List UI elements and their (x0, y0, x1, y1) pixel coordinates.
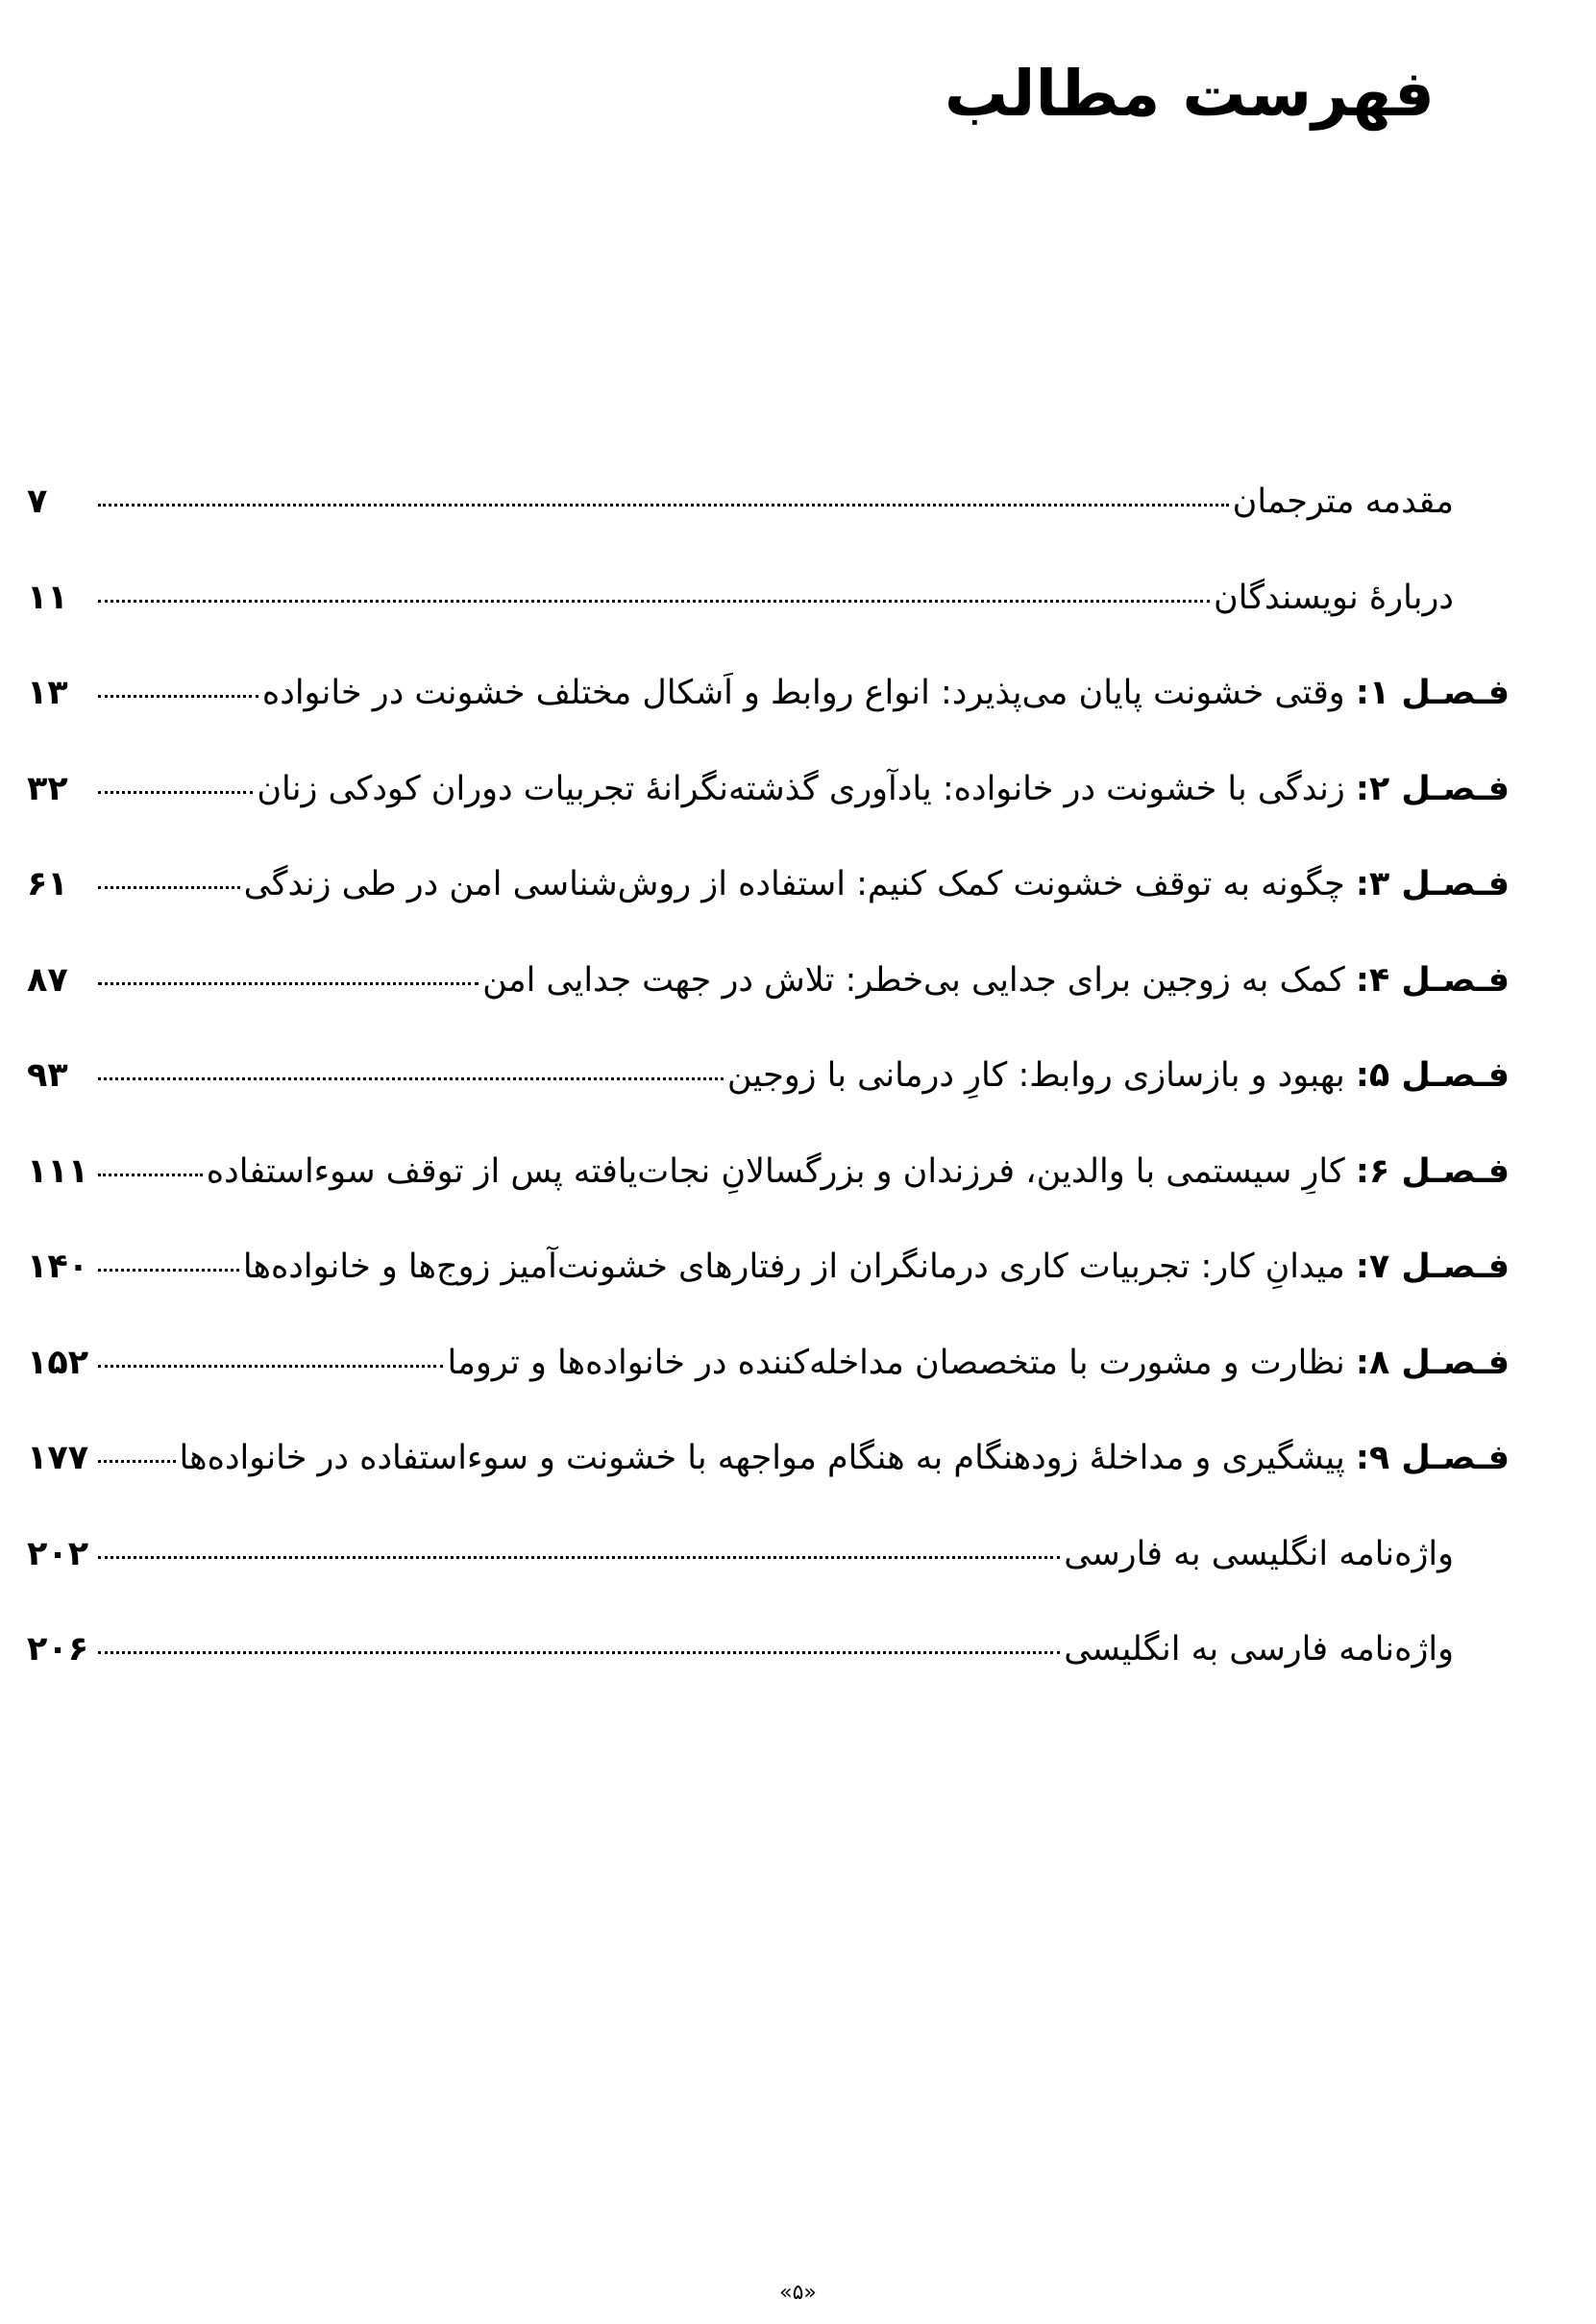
toc-entry-text (1064, 1533, 1454, 1577)
toc-page-number: ۲۰۶ (27, 1630, 89, 1669)
toc-entry[interactable] (27, 863, 1510, 959)
toc-page-number: ۱۱ (27, 578, 68, 617)
page-number: «۵» (779, 2281, 817, 2305)
toc-chapter-label: فـصـل ۸: (1355, 1343, 1510, 1382)
toc-page-number: ۸۷ (27, 960, 68, 1000)
toc-entry[interactable] (27, 672, 1510, 768)
dot-leader (98, 1269, 239, 1272)
toc-page-number: ۱۱۱ (27, 1151, 89, 1191)
toc-page-number: ۱۳ (27, 674, 68, 712)
dot-leader (98, 1077, 724, 1080)
dot-leader (98, 1174, 203, 1176)
toc-chapter-label: فـصـل ۲: (1355, 769, 1510, 808)
toc-chapter-label: فـصـل ۱: (1355, 674, 1510, 712)
toc-chapter-label: فـصـل ۴: (1355, 960, 1510, 1000)
toc-page-number: ۱۷۷ (27, 1439, 89, 1477)
toc-entry-title: میدانِ کار: تجربیات کاری درمانگران از رفتارهای خشونت‌آمیز زوج‌ها و خانواده‌ها (242, 1248, 1345, 1286)
toc-entry-title: نظارت و مشورت با متخصصان مداخله‌کننده در خانواده‌ها و تروما (447, 1343, 1345, 1382)
toc-entry[interactable] (27, 1054, 1510, 1150)
toc-entry-text (262, 672, 1510, 716)
toc-entry-text (727, 1054, 1510, 1099)
toc-page-number: ۹۳ (27, 1056, 68, 1095)
dot-leader (98, 504, 1229, 507)
toc-entry-title: زندگی با خشونت در خانواده: یادآوری گذشته‌نگرانۀ تجربیات دوران کودکی زنان (257, 769, 1345, 808)
toc-entry-title: مقدمه مترجمان (1232, 482, 1454, 521)
toc-entry[interactable] (27, 577, 1510, 673)
toc-entry-title: کمک به زوجین برای جدایی بی‌خطر: تلاش در جهت جدایی امن (482, 960, 1345, 1000)
toc-entry-text (207, 1150, 1510, 1195)
toc-entry-text (243, 1246, 1510, 1290)
dot-leader (98, 886, 240, 889)
toc-entry-title: واژه‌نامه فارسی به انگلیسی (1064, 1630, 1454, 1669)
toc-page-number: ۷ (27, 482, 48, 521)
dot-leader (98, 600, 1210, 603)
toc-entry[interactable] (27, 1533, 1510, 1629)
toc-entry-title: واژه‌نامه انگلیسی به فارسی (1064, 1534, 1454, 1573)
toc-entry-text (180, 1437, 1510, 1481)
toc-chapter-label: فـصـل ۳: (1355, 865, 1510, 903)
toc-page-number: ۳۲ (27, 769, 68, 808)
toc-page-number: ۶۱ (27, 865, 68, 903)
toc-entry-text (447, 1342, 1510, 1386)
toc-entry[interactable] (27, 959, 1510, 1055)
toc-chapter-label: فـصـل ۵: (1355, 1056, 1510, 1095)
dot-leader (98, 791, 253, 794)
table-of-contents (27, 481, 1510, 1724)
toc-page-number: ۱۵۲ (27, 1343, 89, 1382)
toc-entry-title: دربارۀ نویسندگان (1213, 578, 1454, 617)
toc-entry-text (257, 768, 1510, 812)
dot-leader (98, 1556, 1060, 1559)
page-title: فهرست مطالب (944, 57, 1435, 131)
toc-chapter-label: فـصـل ۹: (1355, 1439, 1510, 1477)
dot-leader (98, 1460, 176, 1463)
dot-leader (98, 982, 479, 985)
dot-leader (98, 695, 258, 698)
toc-page-number: ۱۴۰ (27, 1248, 89, 1286)
toc-entry[interactable] (27, 481, 1510, 577)
toc-chapter-label: فـصـل ۶: (1355, 1151, 1510, 1191)
toc-entry-text (1233, 481, 1454, 525)
toc-entry-text (1214, 577, 1454, 621)
toc-entry-text (482, 959, 1510, 1003)
toc-entry-title: وقتی خشونت پایان می‌پذیرد: انواع روابط و اَشکال مختلف خشونت در خانواده (261, 674, 1345, 712)
toc-entry-text (1064, 1628, 1454, 1672)
toc-entry-title: چگونه به توقف خشونت کمک کنیم: استفاده از روش‌شناسی امن در طی زندگی (243, 865, 1345, 903)
toc-page-number: ۲۰۲ (27, 1534, 89, 1573)
toc-entry-text (244, 863, 1510, 907)
toc-entry[interactable] (27, 1150, 1510, 1247)
toc-entry-title: بهبود و بازسازی روابط: کارِ درمانی با زوجین (726, 1056, 1345, 1095)
toc-entry-title: پیشگیری و مداخلۀ زودهنگام به هنگام مواجهه با خشونت و سوءاستفاده در خانواده‌ها (179, 1439, 1345, 1477)
toc-chapter-label: فـصـل ۷: (1355, 1248, 1510, 1286)
toc-entry[interactable] (27, 768, 1510, 864)
toc-entry[interactable] (27, 1342, 1510, 1438)
dot-leader (98, 1651, 1060, 1654)
toc-entry[interactable] (27, 1628, 1510, 1724)
dot-leader (98, 1365, 443, 1368)
toc-entry-title: کارِ سیستمی با والدین، فرزندان و بزرگسالانِ نجات‌یافته پس از توقف سوءاستفاده (206, 1151, 1345, 1191)
toc-entry[interactable] (27, 1246, 1510, 1342)
toc-entry[interactable] (27, 1437, 1510, 1533)
